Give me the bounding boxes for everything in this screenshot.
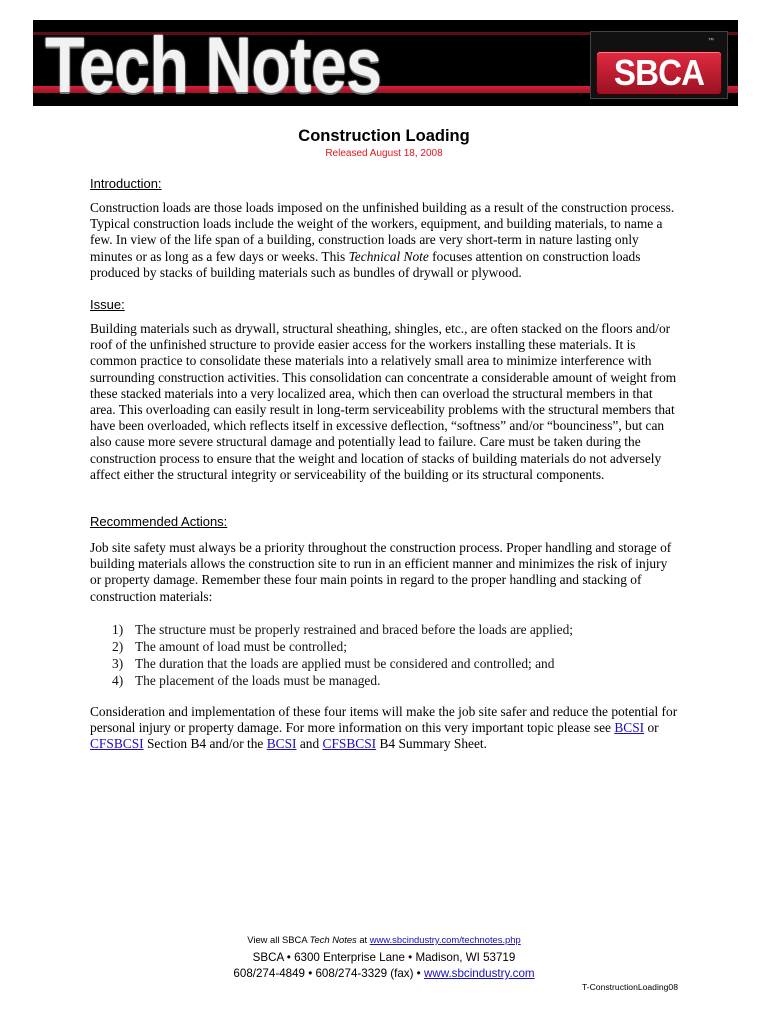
issue-paragraph: Building materials such as drywall, structural sheathing, shingles, etc., are often stacked on the floors and/or roof of the unfinished structure to provide easier access for the workers installing these materials. It is common practice to consolidate these materials into a relatively small area to minimize interference with surrounding construction activities. This consolidation can concentrate a considerable amount of weight from these stacked materials into a very localized area, which then can overload the structural members in that area. This overloading can easily result in long-term serviceability problems with the structural members that have been overloaded, which reflects itself in excessive deflection, “softness” and/or “bounciness”, but can also cause more severe structural damage and potentially lead to failure. Care must be taken during the construction process to ensure that the weight and location of stacks of building materials do not adversely affect either the structural integrity or serviceability of the building or its structural components. <box>90 321 677 482</box>
website-link[interactable]: www.sbcindustry.com <box>423 967 535 980</box>
recommended-actions-heading: Recommended Actions: <box>90 514 228 529</box>
sbca-logo-text: SBCA <box>613 52 705 93</box>
banner-title: Tech Notes <box>45 20 382 106</box>
introduction-text-end: focuses attention on construction loads produced by stacks of building materials such as bundles of drywall or plywood. <box>90 248 641 280</box>
list-item-number: 2) <box>112 639 124 654</box>
cfsbcsi-link[interactable]: CFSBCSI <box>90 736 144 752</box>
list-item <box>112 621 573 638</box>
list-item <box>112 655 573 672</box>
introduction-heading: Introduction: <box>90 176 162 191</box>
cfsbcsi-summary-link[interactable]: CFSBCSI <box>322 736 377 752</box>
closing-or: or <box>644 720 659 736</box>
list-item-text: The placement of the loads must be managed. <box>135 673 381 688</box>
closing-paragraph <box>90 704 678 753</box>
footer-view-at: at <box>356 934 370 945</box>
introduction-paragraph <box>90 200 678 281</box>
list-item-number: 1) <box>112 622 124 637</box>
recommended-actions-paragraph: Job site safety must always be a priority throughout the construction process. Proper handling and storage of building materials allows the construction site to run in an efficient manner and minimizes the risk of injury or property damage. Remember these four main points in regard to the proper handling and stacking of construction materials: <box>90 540 672 604</box>
closing-text: Consideration and implementation of these four items will make the job site safer and reduce the potential for personal injury or property damage. For more information on this very important topic please see <box>90 704 678 736</box>
list-item-text: The structure must be properly restrained and braced before the loads are applied; <box>135 622 573 637</box>
closing-text-middle: Section B4 and/or the <box>143 736 267 752</box>
bcsi-summary-link[interactable]: BCSI <box>266 736 297 752</box>
logo-trademark: ™ <box>708 38 714 44</box>
introduction-text: Construction loads are those loads imposed on the unfinished building as a result of the construction process. Typical construction loads include the weight of the workers, equipment, and building materials, to name a few. In view of the life span of a building, construction loads are very short-term in nature lasting only minutes or as long as a few days or weeks. This <box>90 200 675 264</box>
footer-view-prefix: View all SBCA <box>247 934 310 945</box>
closing-and: and <box>296 736 323 752</box>
footer-tech-notes-italic: Tech Notes <box>309 934 357 945</box>
tech-notes-banner <box>33 20 738 106</box>
list-item-number: 3) <box>112 656 124 671</box>
sbca-logo <box>597 52 721 94</box>
footer-contact <box>0 967 768 980</box>
footer-phone: 608/274-4849 • 608/274-3329 (fax) • <box>233 967 424 980</box>
footer-address: SBCA • 6300 Enterprise Lane • Madison, WI 53719 <box>252 951 516 964</box>
bcsi-link[interactable]: BCSI <box>614 720 645 736</box>
footer-view-all <box>0 934 768 945</box>
document-title: Construction Loading <box>298 127 470 145</box>
recommended-actions-list <box>112 621 573 689</box>
sbca-logo-box <box>590 31 728 99</box>
issue-heading: Issue: <box>90 297 125 312</box>
list-item <box>112 638 573 655</box>
technical-note-italic: Technical Note <box>348 248 429 264</box>
list-item <box>112 672 573 689</box>
technotes-link[interactable]: www.sbcindustry.com/technotes.php <box>369 934 521 945</box>
list-item-number: 4) <box>112 673 124 688</box>
document-code: T-ConstructionLoading08 <box>581 982 678 992</box>
list-item-text: The duration that the loads are applied must be considered and controlled; and <box>135 656 555 671</box>
closing-text-end: B4 Summary Sheet. <box>376 736 487 752</box>
release-date: Released August 18, 2008 <box>325 148 443 159</box>
list-item-text: The amount of load must be controlled; <box>135 639 347 654</box>
